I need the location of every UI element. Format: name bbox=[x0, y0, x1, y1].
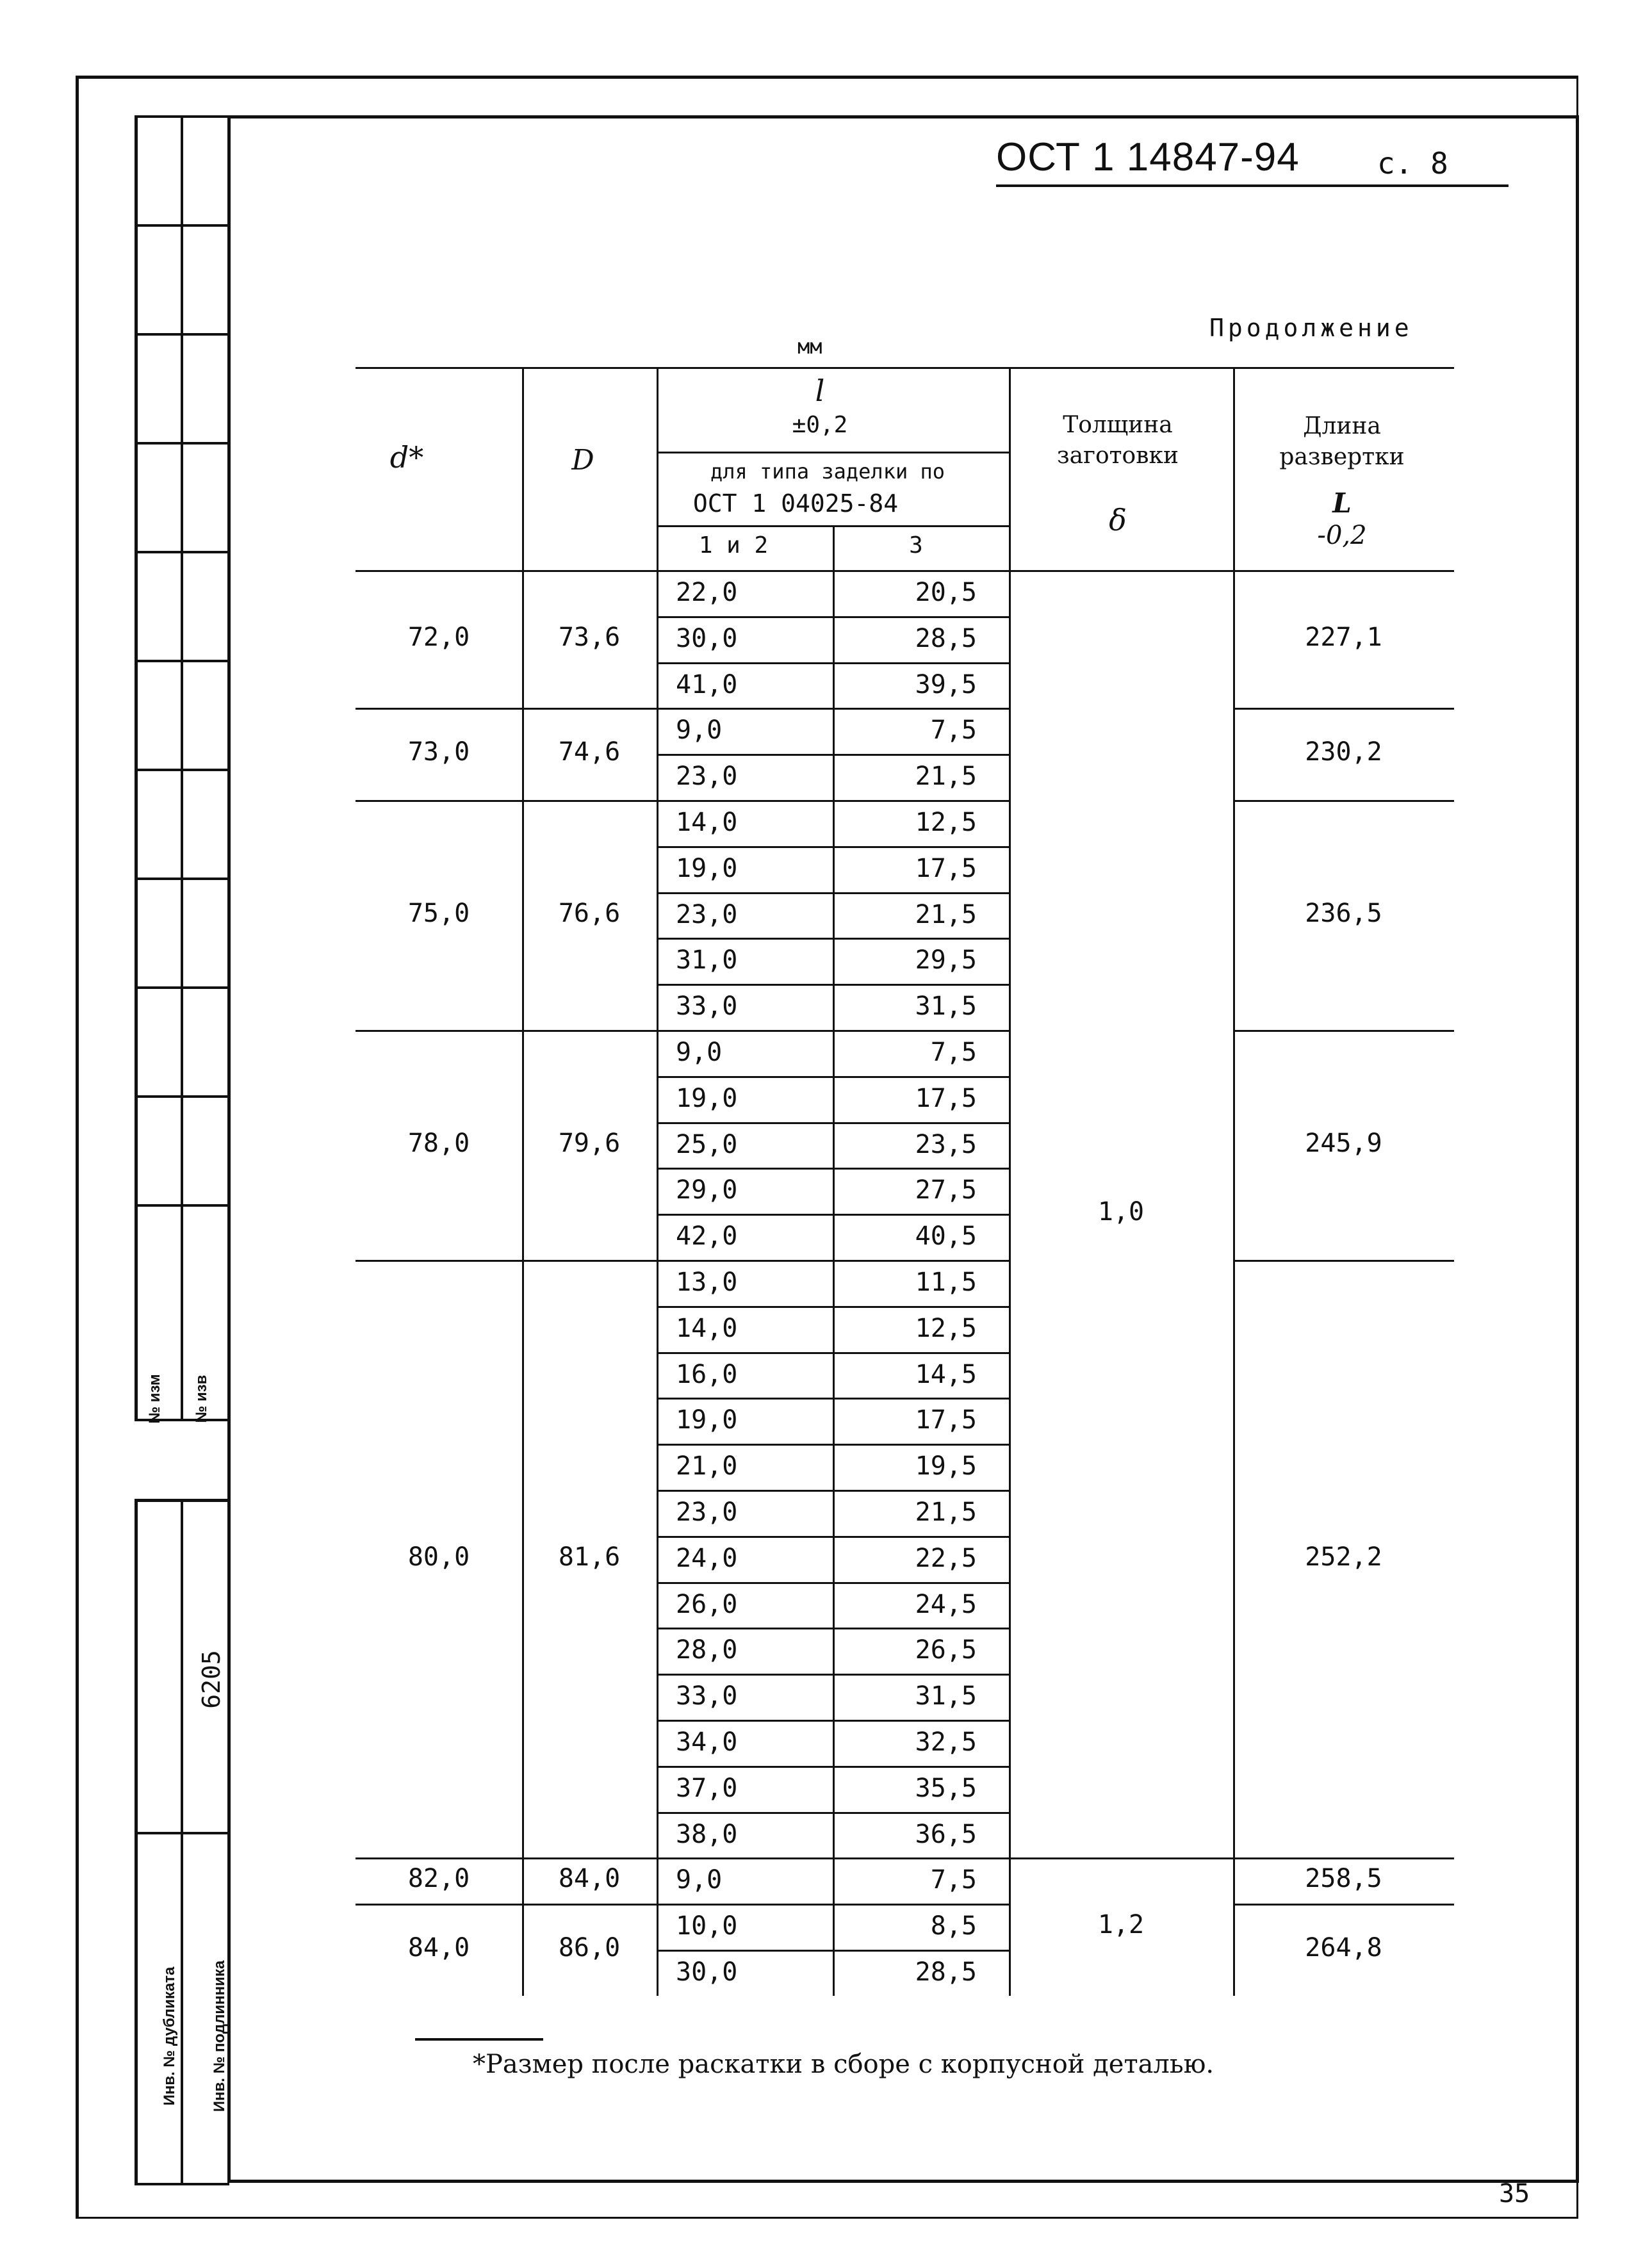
row-separator bbox=[657, 708, 1009, 710]
row-separator bbox=[657, 616, 1009, 618]
row-separator bbox=[657, 1076, 1009, 1078]
stamp-divider bbox=[181, 115, 183, 1419]
col-l-symbol: l bbox=[815, 373, 825, 408]
cell-l-1-2: 30,0 bbox=[676, 623, 738, 653]
cell-l-3: 21,5 bbox=[915, 899, 977, 929]
cell-l-1-2: 23,0 bbox=[676, 899, 738, 929]
cell-l-3: 22,5 bbox=[915, 1543, 977, 1573]
cell-l-3: 17,5 bbox=[915, 1405, 977, 1435]
col-sub-3: 3 bbox=[909, 532, 923, 559]
cell-d: 80,0 bbox=[407, 1542, 470, 1572]
row-separator bbox=[657, 1398, 1009, 1400]
page-label: с. 8 bbox=[1377, 146, 1448, 181]
group-separator bbox=[1233, 1904, 1454, 1906]
cell-D: 76,6 bbox=[558, 898, 621, 928]
cell-l-1-2: 9,0 bbox=[676, 1038, 723, 1067]
footnote-rule bbox=[415, 2038, 543, 2041]
cell-l-3: 28,5 bbox=[915, 623, 977, 653]
stamp-cell-line bbox=[135, 115, 229, 118]
table-column-line bbox=[1233, 367, 1235, 1996]
cell-l-3: 8,5 bbox=[930, 1911, 977, 1941]
stamp-no-izm: № изм bbox=[146, 1374, 163, 1424]
l-header-divider bbox=[657, 452, 1009, 453]
stamp-cell-line bbox=[135, 877, 229, 880]
row-separator bbox=[657, 1306, 1009, 1308]
col-D-header: D bbox=[571, 444, 594, 477]
col-thickness-1: Толщина bbox=[1063, 412, 1173, 438]
row-separator bbox=[657, 892, 1009, 894]
stamp-cell-line bbox=[135, 224, 229, 227]
group-separator bbox=[1233, 1260, 1454, 1262]
cell-D: 73,6 bbox=[558, 622, 621, 652]
cell-l-1-2: 23,0 bbox=[676, 1498, 738, 1527]
cell-L: 258,5 bbox=[1305, 1864, 1382, 1894]
stamp-cell-line bbox=[135, 1095, 229, 1098]
stamp-inv-number: 6205 bbox=[197, 1650, 225, 1709]
cell-l-3: 31,5 bbox=[915, 992, 977, 1022]
group-separator bbox=[1233, 800, 1454, 802]
row-separator bbox=[657, 1674, 1009, 1676]
cell-l-1-2: 14,0 bbox=[676, 808, 738, 837]
cell-l-3: 20,5 bbox=[915, 578, 977, 607]
cell-l-3: 24,5 bbox=[915, 1589, 977, 1619]
cell-D: 79,6 bbox=[558, 1128, 621, 1158]
cell-l-3: 27,5 bbox=[915, 1175, 977, 1205]
cell-L: 230,2 bbox=[1305, 737, 1382, 767]
row-separator bbox=[657, 984, 1009, 986]
col-thickness-2: заготовки bbox=[1057, 443, 1179, 469]
cell-l-3: 17,5 bbox=[915, 1083, 977, 1113]
stamp-cell-line bbox=[135, 333, 229, 336]
col-length-tolerance: -0,2 bbox=[1317, 521, 1367, 550]
group-separator bbox=[356, 1857, 657, 1859]
row-separator bbox=[657, 1766, 1009, 1768]
row-separator bbox=[657, 1720, 1009, 1722]
cell-l-1-2: 24,0 bbox=[676, 1543, 738, 1573]
col-length-1: Длина bbox=[1303, 413, 1381, 439]
cell-l-1-2: 10,0 bbox=[676, 1911, 738, 1941]
row-separator bbox=[657, 1904, 1009, 1906]
cell-l-1-2: 41,0 bbox=[676, 669, 738, 699]
row-separator bbox=[657, 1628, 1009, 1629]
cell-l-1-2: 21,0 bbox=[676, 1451, 738, 1481]
row-separator bbox=[657, 1857, 1009, 1859]
cell-l-3: 7,5 bbox=[930, 715, 977, 746]
table-column-line bbox=[833, 570, 835, 1996]
cell-l-1-2: 26,0 bbox=[676, 1589, 738, 1619]
cell-l-3: 17,5 bbox=[915, 853, 977, 883]
continuation-label: Продолжение bbox=[1209, 314, 1413, 342]
cell-l-1-2: 33,0 bbox=[676, 1681, 738, 1711]
cell-l-1-2: 13,0 bbox=[676, 1268, 738, 1297]
cell-l-1-2: 31,0 bbox=[676, 945, 738, 975]
cell-l-1-2: 9,0 bbox=[676, 715, 723, 746]
stamp-divider bbox=[181, 1499, 183, 2183]
group-separator bbox=[1233, 1030, 1454, 1032]
stamp-cell-line bbox=[135, 2183, 229, 2185]
cell-l-3: 7,5 bbox=[930, 1865, 977, 1895]
cell-L: 236,5 bbox=[1305, 898, 1382, 928]
cell-d: 82,0 bbox=[407, 1864, 470, 1894]
cell-d: 78,0 bbox=[407, 1128, 470, 1158]
group-separator bbox=[356, 1904, 657, 1906]
col-l-tolerance: ±0,2 bbox=[792, 412, 848, 438]
cell-l-3: 7,5 bbox=[930, 1038, 977, 1067]
cell-l-1-2: 29,0 bbox=[676, 1175, 738, 1205]
cell-D: 81,6 bbox=[558, 1542, 621, 1572]
cell-l-1-2: 30,0 bbox=[676, 1957, 738, 1987]
row-separator bbox=[657, 1812, 1009, 1814]
cell-L: 264,8 bbox=[1305, 1933, 1382, 1963]
stamp-inv-dubl: Инв. № дубликата bbox=[161, 1966, 178, 2106]
footnote: *Размер после раскатки в сборе с корпусной деталью. bbox=[473, 2050, 1214, 2079]
stamp-cell-line bbox=[135, 986, 229, 989]
page-number: 35 bbox=[1499, 2179, 1530, 2208]
cell-l-1-2: 9,0 bbox=[676, 1865, 723, 1895]
col-d-header: d* bbox=[389, 440, 424, 475]
cell-l-1-2: 37,0 bbox=[676, 1773, 738, 1803]
cell-l-1-2: 14,0 bbox=[676, 1313, 738, 1343]
cell-l-1-2: 42,0 bbox=[676, 1221, 738, 1252]
col-length-symbol: L bbox=[1332, 487, 1352, 519]
row-separator bbox=[657, 846, 1009, 848]
cell-l-1-2: 28,0 bbox=[676, 1635, 738, 1665]
row-separator bbox=[657, 1352, 1009, 1354]
cell-l-1-2: 34,0 bbox=[676, 1727, 738, 1757]
document-code: ОСТ 1 14847-94 bbox=[996, 135, 1300, 179]
cell-l-1-2: 19,0 bbox=[676, 1083, 738, 1113]
row-separator bbox=[657, 1950, 1009, 1952]
cell-l-3: 23,5 bbox=[915, 1129, 977, 1159]
cell-l-3: 35,5 bbox=[915, 1773, 977, 1803]
row-separator bbox=[657, 1536, 1009, 1538]
stamp-inv-podl: Инв. № подлинника bbox=[211, 1960, 228, 2112]
row-separator bbox=[657, 1168, 1009, 1170]
cell-D: 74,6 bbox=[558, 737, 621, 767]
cell-D: 84,0 bbox=[558, 1864, 621, 1894]
row-separator bbox=[657, 938, 1009, 940]
stamp-no-izv: № изв bbox=[193, 1375, 210, 1423]
col-embed-type-1: для типа заделки по bbox=[710, 459, 945, 484]
stamp-cell-line bbox=[135, 551, 229, 553]
col-thickness-symbol: δ bbox=[1109, 503, 1127, 537]
cell-d: 72,0 bbox=[407, 622, 470, 652]
cell-l-1-2: 16,0 bbox=[676, 1359, 738, 1389]
l-sub-vertical bbox=[833, 525, 835, 570]
cell-L: 227,1 bbox=[1305, 622, 1382, 652]
cell-l-3: 14,5 bbox=[915, 1359, 977, 1389]
cell-l-3: 29,5 bbox=[915, 945, 977, 975]
title-underline bbox=[996, 184, 1509, 187]
cell-l-1-2: 38,0 bbox=[676, 1819, 738, 1849]
table-top-rule bbox=[356, 367, 1454, 369]
row-separator bbox=[657, 1030, 1009, 1032]
cell-l-3: 28,5 bbox=[915, 1957, 977, 1987]
cell-d: 73,0 bbox=[407, 737, 470, 767]
cell-l-1-2: 22,0 bbox=[676, 578, 738, 607]
row-separator bbox=[657, 1122, 1009, 1124]
cell-d: 75,0 bbox=[407, 898, 470, 928]
table-column-line bbox=[657, 367, 658, 1996]
table-column-line bbox=[522, 367, 524, 1996]
cell-l-3: 12,5 bbox=[915, 808, 977, 837]
units-label: мм bbox=[797, 334, 822, 359]
group-separator bbox=[356, 708, 657, 710]
row-separator bbox=[657, 1214, 1009, 1216]
row-separator bbox=[657, 1490, 1009, 1492]
cell-l-1-2: 25,0 bbox=[676, 1129, 738, 1159]
cell-l-1-2: 19,0 bbox=[676, 853, 738, 883]
stamp-cell-line bbox=[135, 769, 229, 771]
cell-l-3: 21,5 bbox=[915, 762, 977, 792]
group-separator bbox=[356, 1260, 657, 1262]
col-embed-type-2: ОСТ 1 04025-84 bbox=[692, 489, 899, 518]
cell-l-3: 31,5 bbox=[915, 1681, 977, 1711]
cell-l-3: 26,5 bbox=[915, 1635, 977, 1665]
row-separator bbox=[657, 800, 1009, 802]
cell-D: 86,0 bbox=[558, 1933, 621, 1963]
col-sub-1-2: 1 и 2 bbox=[698, 532, 769, 559]
cell-l-3: 12,5 bbox=[915, 1313, 977, 1343]
cell-thickness: 1,2 bbox=[1097, 1910, 1145, 1940]
group-separator bbox=[356, 1030, 657, 1032]
row-separator bbox=[657, 1260, 1009, 1262]
cell-l-3: 40,5 bbox=[915, 1221, 977, 1252]
cell-l-3: 32,5 bbox=[915, 1727, 977, 1757]
table-header-bottom bbox=[356, 570, 1454, 572]
row-separator bbox=[657, 1582, 1009, 1584]
cell-thickness: 1,0 bbox=[1097, 1197, 1145, 1227]
col-length-2: развертки bbox=[1279, 444, 1405, 470]
cell-l-3: 19,5 bbox=[915, 1451, 977, 1481]
stamp-cell-line bbox=[135, 1204, 229, 1207]
group-separator bbox=[1233, 1857, 1454, 1859]
cell-l-3: 36,5 bbox=[915, 1819, 977, 1849]
stamp-cell-line bbox=[135, 660, 229, 662]
cell-l-3: 11,5 bbox=[915, 1268, 977, 1297]
table-column-line bbox=[1009, 367, 1011, 1996]
cell-l-1-2: 19,0 bbox=[676, 1405, 738, 1435]
stamp-cell-line bbox=[135, 1832, 229, 1834]
cell-d: 84,0 bbox=[407, 1933, 470, 1963]
group-separator bbox=[356, 800, 657, 802]
cell-L: 252,2 bbox=[1305, 1542, 1382, 1572]
thickness-separator bbox=[1009, 1857, 1233, 1859]
cell-l-1-2: 23,0 bbox=[676, 762, 738, 792]
group-separator bbox=[1233, 708, 1454, 710]
row-separator bbox=[657, 1444, 1009, 1446]
cell-l-1-2: 33,0 bbox=[676, 992, 738, 1022]
cell-l-3: 21,5 bbox=[915, 1498, 977, 1527]
cell-l-3: 39,5 bbox=[915, 669, 977, 699]
cell-L: 245,9 bbox=[1305, 1128, 1382, 1158]
row-separator bbox=[657, 662, 1009, 664]
row-separator bbox=[657, 754, 1009, 756]
stamp-cell-line bbox=[135, 442, 229, 445]
